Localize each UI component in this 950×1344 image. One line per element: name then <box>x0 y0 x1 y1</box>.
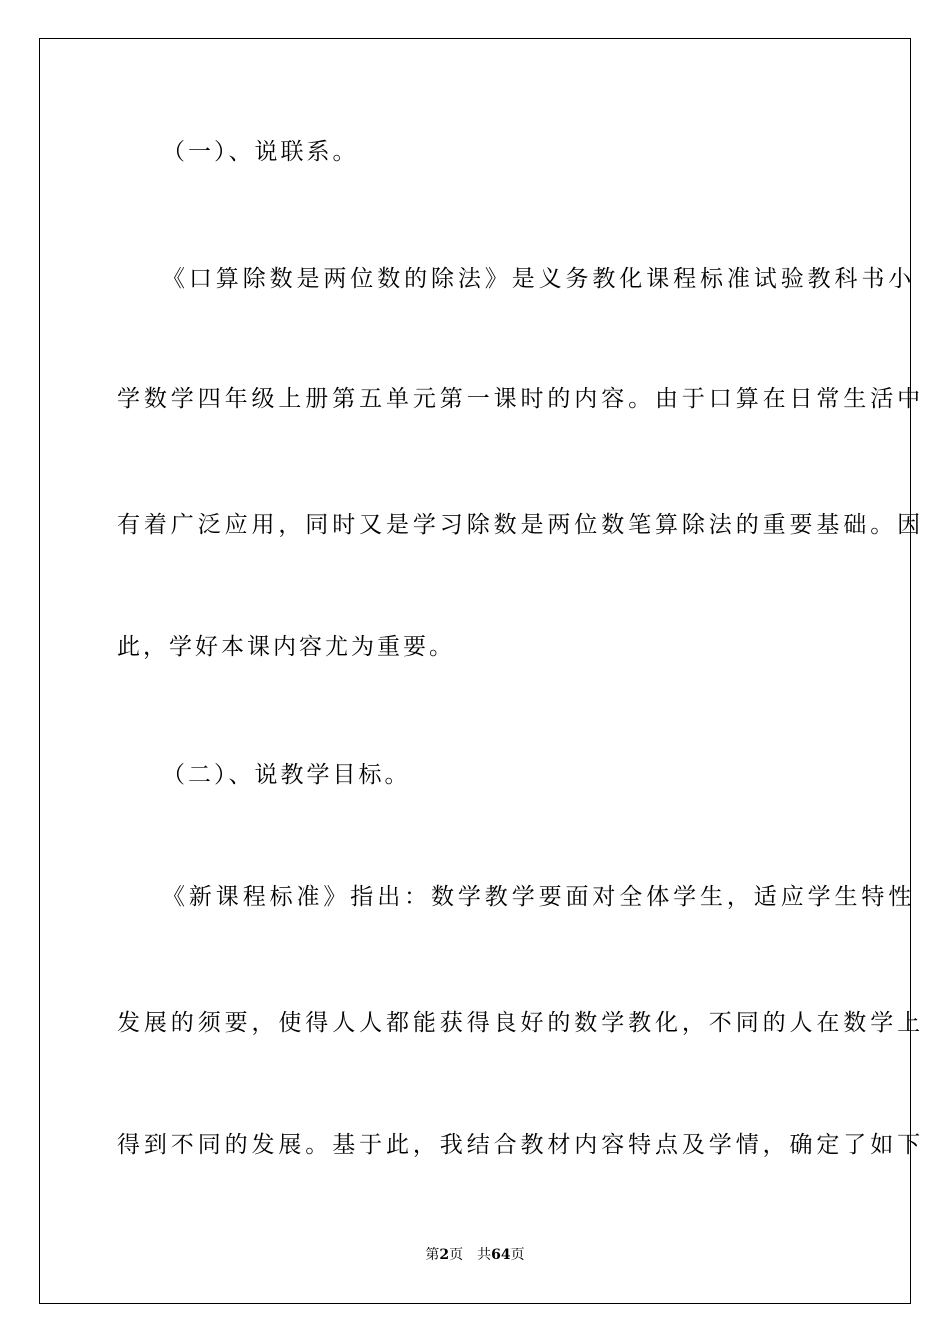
total-suffix: 页 <box>510 1247 525 1263</box>
page-border <box>39 38 924 1304</box>
paragraph-line: 此，学好本课内容尤为重要。 <box>117 634 455 660</box>
paragraph-line: 《口算除数是两位数的除法》是义务教化课程标准试验教科书小 <box>162 266 916 292</box>
page-number: 2 <box>439 1247 450 1263</box>
total-pages: 64 <box>491 1247 511 1263</box>
paragraph-line: 有着广泛应用，同时又是学习除数是两位数笔算除法的重要基础。因 <box>117 512 924 538</box>
total-prefix: 共 <box>477 1247 492 1263</box>
paragraph-line: 学数学四年级上册第五单元第一课时的内容。由于口算在日常生活中 <box>117 386 924 412</box>
section-heading-2: （二）、说教学目标。 <box>162 762 411 788</box>
paragraph-line: 发展的须要，使得人人都能获得良好的数学教化，不同的人在数学上 <box>117 1010 924 1036</box>
section-heading-1: （一）、说联系。 <box>162 139 359 165</box>
paragraph-line: 得到不同的发展。基于此，我结合教材内容特点及学情，确定了如下 <box>117 1132 924 1158</box>
page-prefix: 第 <box>425 1247 440 1263</box>
page-footer <box>0 1246 950 1264</box>
page-suffix: 页 <box>449 1247 464 1263</box>
paragraph-line: 《新课程标准》指出：数学教学要面对全体学生，适应学生特性 <box>162 884 916 910</box>
